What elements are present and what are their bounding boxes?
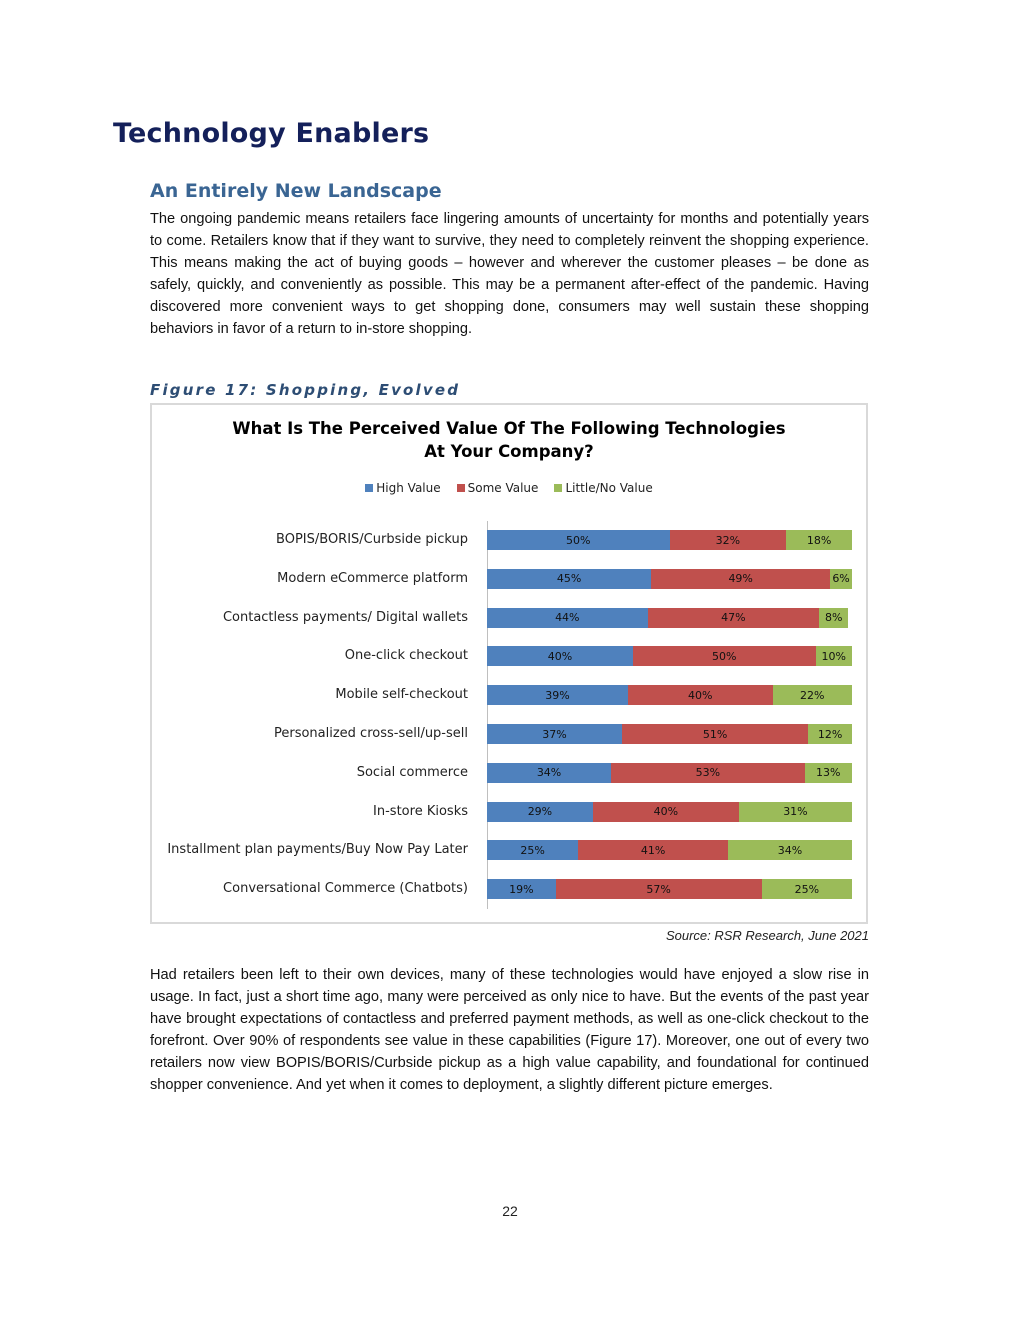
bar-row [487,802,852,822]
bar-segment-high-value: 37% [487,724,622,744]
bar-segment-little-no-value: 6% [830,569,852,589]
legend-little-no-value [554,481,652,495]
bar-segment-some-value: 50% [633,646,816,666]
bar-row [487,685,852,705]
bar-row [487,840,852,860]
category-label-personalized-cross-sell-up-sell: Personalized cross-sell/up-sell [273,726,468,741]
page-title: Technology Enablers [113,118,430,149]
bar-segment-high-value: 34% [487,763,611,783]
chart-title [152,417,866,463]
bar-segment-high-value: 39% [487,685,628,705]
category-label-installment-plan-payments-buy-now-pay-later: Installment plan payments/Buy Now Pay Later [167,842,468,858]
legend-swatch [554,484,562,492]
bar-segment-high-value: 44% [487,608,648,628]
figure-source: Source: RSR Research, June 2021 [665,928,869,943]
legend-label: High Value [376,481,441,495]
bar-segment-some-value: 51% [622,724,808,744]
figure-caption: Figure 17: Shopping, Evolved [150,381,461,399]
category-label-modern-ecommerce-platform: Modern eCommerce platform [277,570,468,586]
bar-segment-little-no-value: 34% [728,840,852,860]
chart-frame [150,403,868,924]
bar-segment-little-no-value: 31% [739,802,852,822]
bar-segment-some-value: 32% [670,530,787,550]
legend-high-value [365,481,440,495]
bar-segment-little-no-value: 10% [816,646,853,666]
bar-segment-some-value: 40% [593,802,739,822]
category-label-one-click-checkout: One-click checkout [344,648,468,664]
bar-segment-some-value: 41% [578,840,728,860]
bar-row [487,608,852,628]
category-label-contactless-payments-digital-wallets: Contactless payments/ Digital wallets [222,609,468,625]
bar-segment-little-no-value: 8% [819,608,848,628]
bar-segment-high-value: 40% [487,646,633,666]
bar-segment-some-value: 49% [651,569,830,589]
bar-segment-little-no-value: 13% [805,763,852,783]
bar-segment-high-value: 29% [487,802,593,822]
legend-label: Little/No Value [565,481,653,495]
bar-row [487,724,852,744]
category-label-social-commerce: Social commerce [356,764,468,780]
bar-segment-some-value: 53% [611,763,804,783]
bar-segment-some-value: 57% [556,879,762,899]
legend-some-value [457,481,539,495]
bar-segment-high-value: 45% [487,569,651,589]
bar-segment-some-value: 40% [628,685,773,705]
bar-row [487,569,852,589]
page-number: 22 [502,1203,518,1219]
bar-row [487,646,852,666]
bar-row [487,879,852,899]
legend-swatch [457,484,465,492]
bar-row [487,763,852,783]
section-heading: An Entirely New Landscape [150,180,442,202]
chart-title-line-1: What Is The Perceived Value Of The Following Technologies [232,419,786,438]
body-paragraph: Had retailers been left to their own devices, many of these technologies would have enjoyed a slow rise in usage. In fact, just a short time ago, many were perceived as only nice to have. But the events of the past year have brought expectations of contactless and preferred payment methods, as well as one-click checkout to the forefront. Over 90% of respondents see value in these capabilities (Figure 17). Moreover, one out of every two retailers now view BOPIS/BORIS/Curbside pickup as a high value capability, and foundational for continued shopper convenience. And yet when it comes to deployment, a slightly different picture emerges. [150,967,869,1093]
category-label-mobile-self-checkout: Mobile self-checkout [335,687,468,703]
category-label-conversational-commerce-chatbots: Conversational Commerce (Chatbots) [223,881,468,897]
legend-swatch [365,484,373,492]
category-label-bopis-boris-curbside-pickup: BOPIS/BORIS/Curbside pickup [276,532,468,547]
intro-paragraph: The ongoing pandemic means retailers face lingering amounts of uncertainty for months and potentially years to come. Retailers know that if they want to survive, they need to completely reinvent the shopping experience. This means making the act of buying goods – however and wherever the customer pleases – be done as safely, quickly, and conveniently as possible. This may be a permanent after-effect of the pandemic. Having discovered more convenient ways to get shopping done, consumers may well sustain these shopping behaviors in favor of a return to in-store shopping. [150,211,869,337]
legend-label: Some Value [467,481,539,495]
bar-segment-little-no-value: 25% [762,879,852,899]
bar-segment-high-value: 25% [487,840,578,860]
bar-segment-little-no-value: 12% [808,724,852,744]
bar-segment-little-no-value: 18% [786,530,852,550]
chart-legend [152,481,866,495]
bar-segment-high-value: 19% [487,879,556,899]
bar-row [487,530,852,550]
category-label-in-store-kiosks: In-store Kiosks [373,803,468,819]
chart-title-line-2: At Your Company? [424,442,594,461]
bar-segment-little-no-value: 22% [773,685,853,705]
bar-segment-some-value: 47% [648,608,820,628]
bar-segment-high-value: 50% [487,530,670,550]
